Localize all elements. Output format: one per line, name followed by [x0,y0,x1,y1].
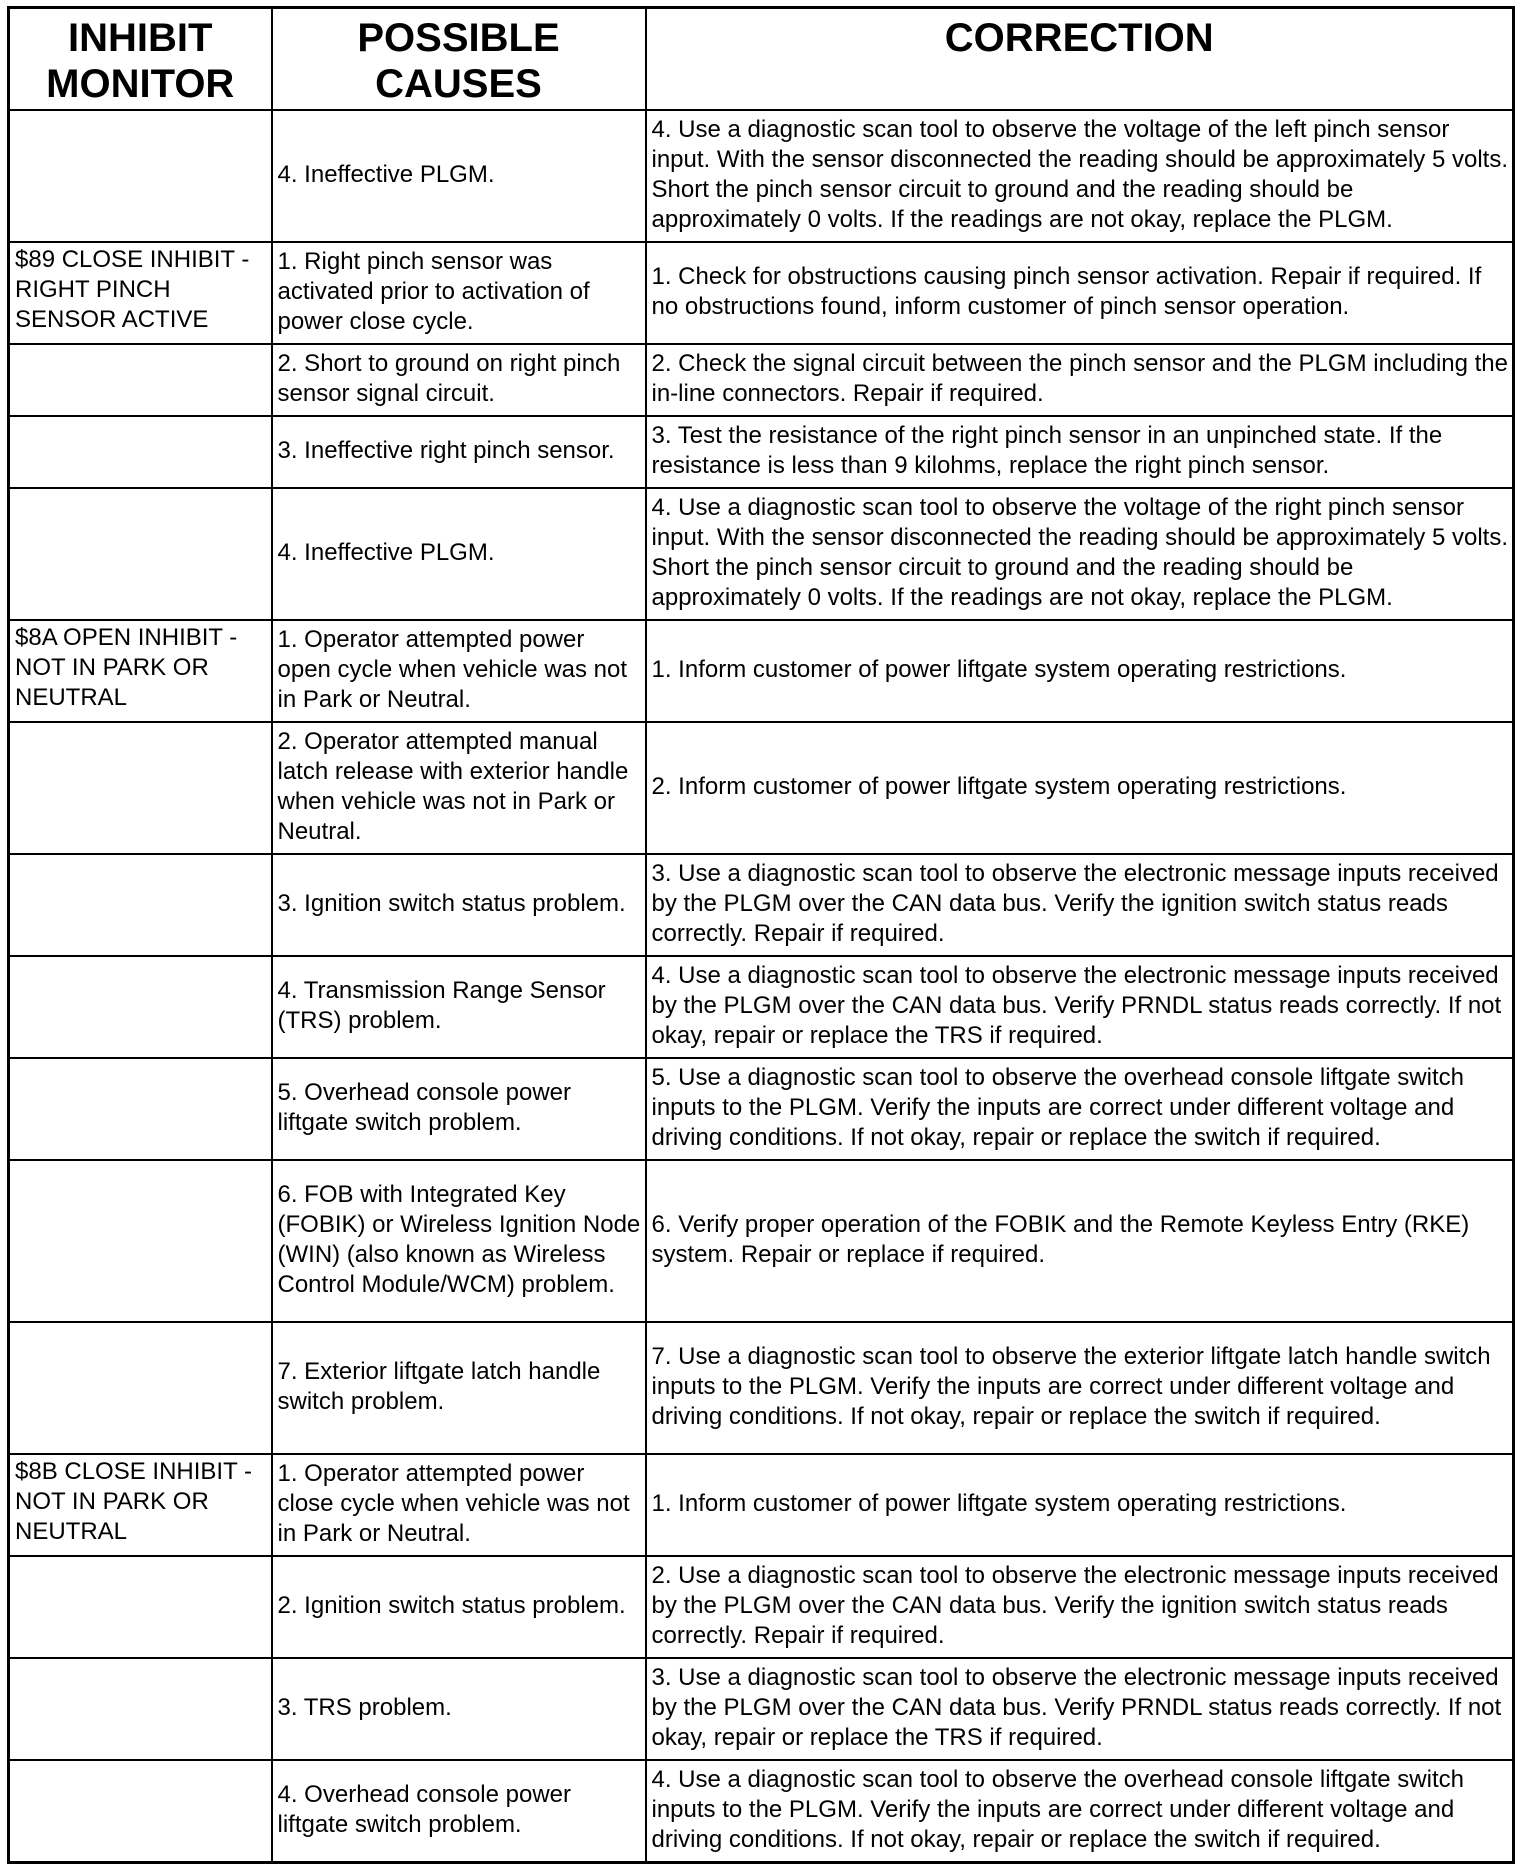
monitor-cell [9,1058,272,1160]
monitor-cell [9,1658,272,1760]
cause-cell: 4. Ineffective PLGM. [272,110,646,242]
table-row [9,620,1514,722]
table-row [9,722,1514,854]
monitor-cell [9,1322,272,1454]
table-row [9,1454,1514,1556]
monitor-cell: $8A OPEN INHIBIT - NOT IN PARK OR NEUTRAL [9,620,272,722]
table-body [9,110,1514,1862]
table-row [9,956,1514,1058]
table-row [9,1322,1514,1454]
correction-cell: 3. Use a diagnostic scan tool to observe the electronic message inputs received by the PLGM over the CAN data bus. Verify PRNDL status reads correctly. If not okay, repair or replace the TRS if required. [646,1658,1514,1760]
table-row [9,242,1514,344]
correction-cell: 5. Use a diagnostic scan tool to observe the overhead console liftgate switch inputs to the PLGM. Verify the inputs are correct under different voltage and driving conditions. If not okay, repair or replace the switch if required. [646,1058,1514,1160]
monitor-cell [9,416,272,488]
cause-cell: 3. Ignition switch status problem. [272,854,646,956]
cause-cell: 4. Transmission Range Sensor (TRS) problem. [272,956,646,1058]
correction-cell: 7. Use a diagnostic scan tool to observe the exterior liftgate latch handle switch inputs to the PLGM. Verify the inputs are correct under different voltage and driving conditions. If not okay, repair or replace the switch if required. [646,1322,1514,1454]
table-row [9,110,1514,242]
monitor-cell [9,110,272,242]
monitor-cell [9,1160,272,1322]
cause-cell: 2. Ignition switch status problem. [272,1556,646,1658]
cause-cell: 4. Overhead console power liftgate switch problem. [272,1760,646,1862]
monitor-cell: $89 CLOSE INHIBIT - RIGHT PINCH SENSOR ACTIVE [9,242,272,344]
correction-cell: 3. Test the resistance of the right pinch sensor in an unpinched state. If the resistance is less than 9 kilohms, replace the right pinch sensor. [646,416,1514,488]
diagnostic-table [7,6,1515,1864]
monitor-cell [9,488,272,620]
correction-cell: 1. Inform customer of power liftgate system operating restrictions. [646,1454,1514,1556]
monitor-cell [9,854,272,956]
correction-cell: 4. Use a diagnostic scan tool to observe the electronic message inputs received by the PLGM over the CAN data bus. Verify PRNDL status reads correctly. If not okay, repair or replace the TRS if required. [646,956,1514,1058]
cause-cell: 5. Overhead console power liftgate switch problem. [272,1058,646,1160]
correction-cell: 3. Use a diagnostic scan tool to observe the electronic message inputs received by the PLGM over the CAN data bus. Verify the ignition switch status reads correctly. Repair if required. [646,854,1514,956]
cause-cell: 4. Ineffective PLGM. [272,488,646,620]
table-row [9,1658,1514,1760]
correction-cell: 2. Check the signal circuit between the pinch sensor and the PLGM including the in-line connectors. Repair if required. [646,344,1514,416]
correction-cell: 1. Inform customer of power liftgate system operating restrictions. [646,620,1514,722]
cause-cell: 6. FOB with Integrated Key (FOBIK) or Wireless Ignition Node (WIN) (also known as Wireless Control Module/WCM) problem. [272,1160,646,1322]
header-possible-causes: POSSIBLE CAUSES [272,8,646,111]
table-header [9,8,1514,111]
correction-cell: 6. Verify proper operation of the FOBIK and the Remote Keyless Entry (RKE) system. Repair or replace if required. [646,1160,1514,1322]
table-row [9,416,1514,488]
table-row [9,1160,1514,1322]
header-inhibit-monitor: INHIBIT MONITOR [9,8,272,111]
cause-cell: 2. Short to ground on right pinch sensor signal circuit. [272,344,646,416]
correction-cell: 4. Use a diagnostic scan tool to observe the voltage of the left pinch sensor input. With the sensor disconnected the reading should be approximately 5 volts. Short the pinch sensor circuit to ground and the reading should be approximately 0 volts. If the readings are not okay, replace the PLGM. [646,110,1514,242]
correction-cell: 4. Use a diagnostic scan tool to observe the overhead console liftgate switch inputs to the PLGM. Verify the inputs are correct under different voltage and driving conditions. If not okay, repair or replace the switch if required. [646,1760,1514,1862]
correction-cell: 1. Check for obstructions causing pinch sensor activation. Repair if required. If no obstructions found, inform customer of pinch sensor operation. [646,242,1514,344]
correction-cell: 4. Use a diagnostic scan tool to observe the voltage of the right pinch sensor input. With the sensor disconnected the reading should be approximately 5 volts. Short the pinch sensor circuit to ground and the reading should be approximately 0 volts. If the readings are not okay, replace the PLGM. [646,488,1514,620]
cause-cell: 1. Operator attempted power open cycle when vehicle was not in Park or Neutral. [272,620,646,722]
table-row [9,1556,1514,1658]
header-correction: CORRECTION [646,8,1514,111]
monitor-cell [9,344,272,416]
monitor-cell [9,1760,272,1862]
table-row [9,488,1514,620]
cause-cell: 2. Operator attempted manual latch release with exterior handle when vehicle was not in Park or Neutral. [272,722,646,854]
table-row [9,1058,1514,1160]
cause-cell: 1. Operator attempted power close cycle when vehicle was not in Park or Neutral. [272,1454,646,1556]
table-row [9,344,1514,416]
table-row [9,1760,1514,1862]
monitor-cell: $8B CLOSE INHIBIT - NOT IN PARK OR NEUTRAL [9,1454,272,1556]
correction-cell: 2. Use a diagnostic scan tool to observe the electronic message inputs received by the PLGM over the CAN data bus. Verify the ignition switch status reads correctly. Repair if required. [646,1556,1514,1658]
monitor-cell [9,1556,272,1658]
cause-cell: 3. Ineffective right pinch sensor. [272,416,646,488]
cause-cell: 3. TRS problem. [272,1658,646,1760]
cause-cell: 7. Exterior liftgate latch handle switch problem. [272,1322,646,1454]
header-row [9,8,1514,111]
monitor-cell [9,956,272,1058]
table-row [9,854,1514,956]
monitor-cell [9,722,272,854]
correction-cell: 2. Inform customer of power liftgate system operating restrictions. [646,722,1514,854]
cause-cell: 1. Right pinch sensor was activated prior to activation of power close cycle. [272,242,646,344]
